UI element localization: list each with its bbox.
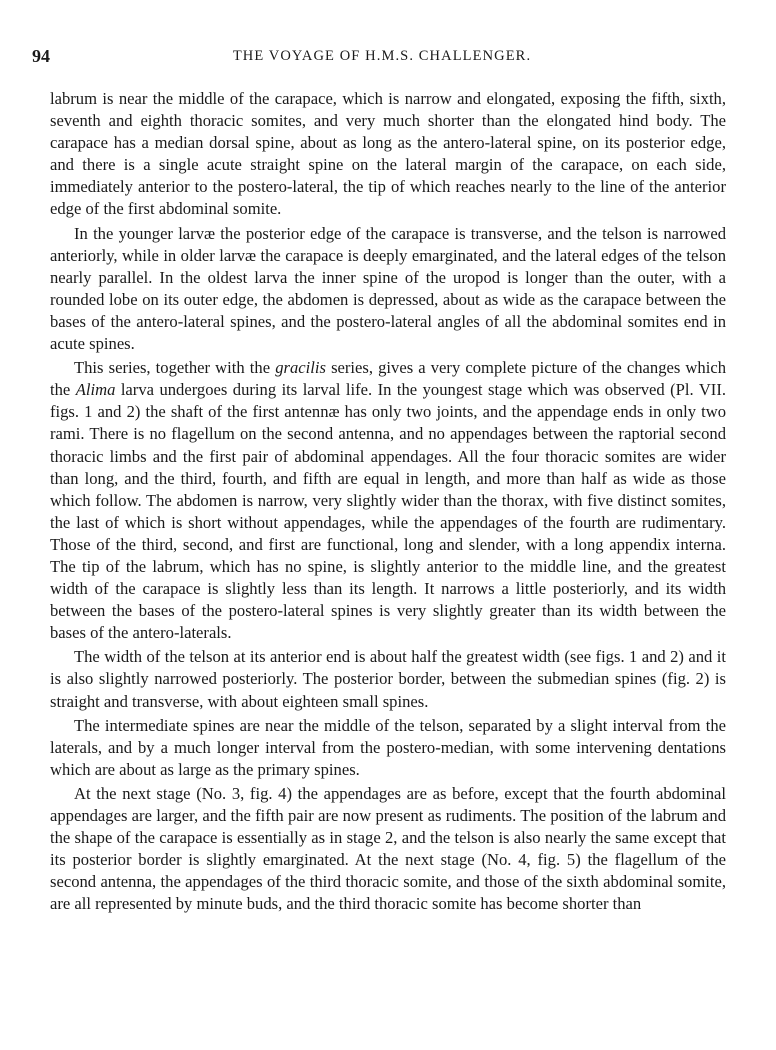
page-header — [28, 46, 736, 70]
page-number: 94 — [32, 46, 50, 66]
paragraph-3-text-b: series, gives a very complete picture of the changes which the — [50, 358, 726, 400]
paragraph-3-text-c: larva undergoes during its larval life. In the youngest stage which was observed (Pl. VII. figs. 1 and 2) the shaft of the first antennæ has only two joints, and the appendage ends in only two rami. There is no flagellum on the second antenna, and no appendages between the raptorial second thoracic limbs and the first pair of abdominal appendages. All the four thoracic somites are wider than long, and the third, fourth, and fifth are equal in length, and more than half as wide as those which follow. The abdomen is narrow, very slightly wider than the thorax, with five distinct somites, the last of which is short without appendages, while the appendages of the fourth are rudimentary. Those of the third, second, and first are functional, long and slender, with a long appendix interna. The tip of the labrum, which has no spine, is slightly anterior to the middle line, and the greatest width of the carapace is slightly less than its length. It narrows a little posteriorly, and its width between the bases of the postero-lateral spines is very slightly greater than its width between the bases of the antero-laterals. — [50, 380, 727, 643]
italic-term-alima: Alima — [75, 380, 116, 400]
paragraph-6: At the next stage (No. 3, fig. 4) the appendages are as before, except that the fourth abdominal appendages are larger, and the fifth pair are now present as rudiments. The position of the labrum and the shape of the carapace is essentially as in stage 2, and the telson is also nearly the same except that its posterior border is slightly emarginated. At the next stage (No. 4, fig. 5) the flagellum of the second antenna, the appendages of the third thoracic somite, and those of the sixth abdominal somite, are all represented by minute buds, and the third thoracic somite has become shorter than — [50, 783, 726, 914]
paragraph-1: labrum is near the middle of the carapace, which is narrow and elongated, exposing the fifth, sixth, seventh and eighth thoracic somites, and very much shorter than the elongated hind body. The carapace has a median dorsal spine, about as long as the antero-lateral spine, on its posterior edge, and there is a single acute straight spine on the lateral margin of the carapace, on each side, immediately anterior to the postero-lateral, the tip of which reaches nearly to the line of the anterior edge of the first abdominal somite. — [50, 89, 726, 219]
running-title: THE VOYAGE OF H.M.S. CHALLENGER. — [232, 48, 532, 64]
body-text — [50, 88, 726, 917]
paragraph-3-text-a: This series, together with the — [74, 358, 276, 378]
italic-term-gracilis: gracilis — [275, 358, 326, 378]
paragraph-5: The intermediate spines are near the middle of the telson, separated by a slight interval from the laterals, and by a much longer interval from the postero-median, with some intervening dentations which are about as large as the primary spines. — [50, 715, 726, 779]
paragraph-3 — [50, 357, 726, 644]
paragraph-4: The width of the telson at its anterior end is about half the greatest width (see figs. 1 and 2) and it is also slightly narrowed posteriorly. The posterior border, between the submedian spines (fig. 2) is straight and transverse, with about eighteen small spines. — [50, 647, 726, 711]
paragraph-2: In the younger larvæ the posterior edge of the carapace is transverse, and the telson is narrowed anteriorly, while in older larvæ the carapace is deeply emarginated, and the lateral edges of the telson nearly parallel. In the oldest larva the inner spine of the uropod is longer than the outer, with a rounded lobe on its outer edge, the abdomen is depressed, about as wide as the carapace between the bases of the antero-lateral spines, and the postero-lateral angles of all the abdominal somites end in acute spines. — [50, 223, 726, 354]
